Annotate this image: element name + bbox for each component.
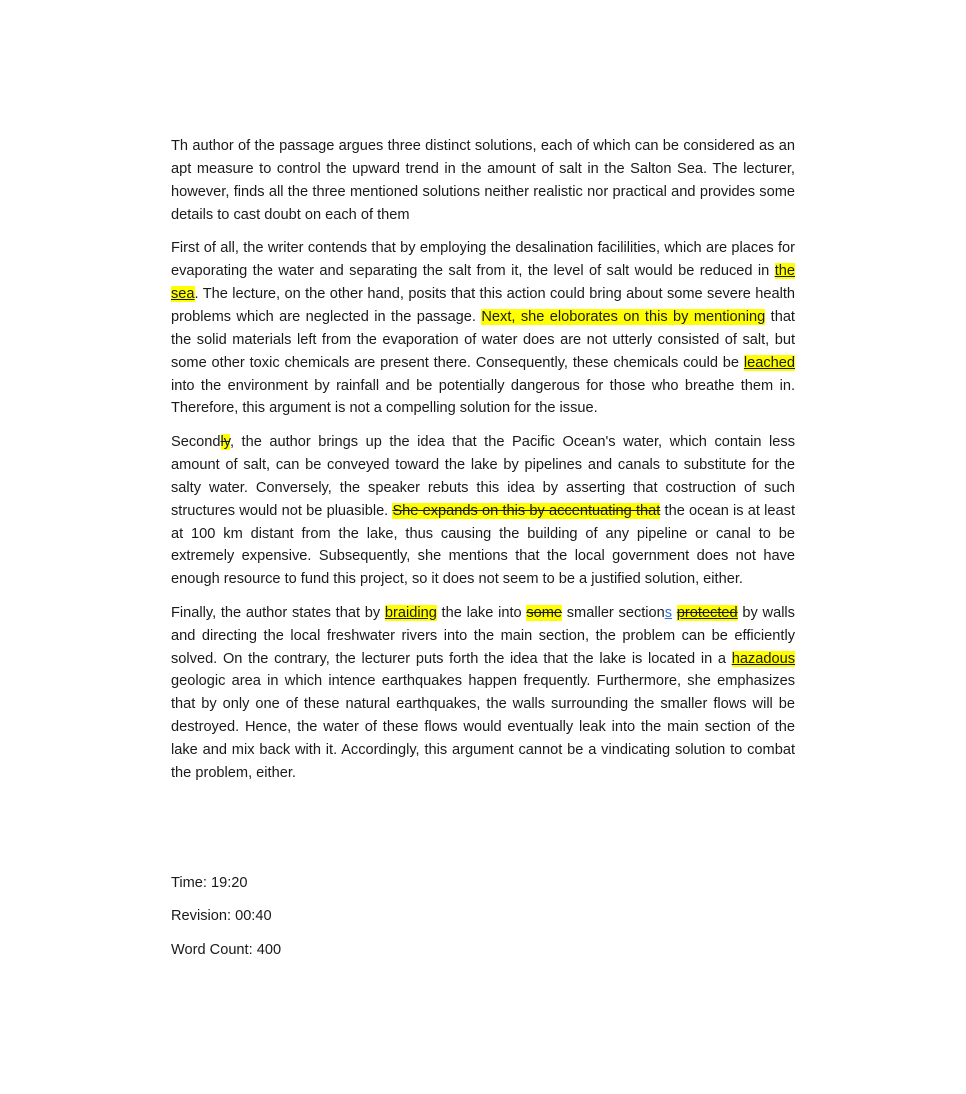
marked-text-run: some <box>526 604 563 621</box>
word-count-stat: Word Count: 400 <box>171 941 282 958</box>
essay-stats <box>171 872 281 972</box>
marked-text-run: ly <box>220 433 230 450</box>
essay-body <box>171 135 795 795</box>
text-run: . The lecture, on the other hand, posits that this action could bring about some severe health problems which are neglected in the passage. <box>171 285 795 325</box>
paragraph-intro <box>171 135 795 227</box>
marked-text-run: s <box>664 604 673 621</box>
marked-text-run: protected <box>676 604 738 621</box>
marked-text-run: leached <box>743 354 795 371</box>
marked-text-run: braiding <box>384 604 437 621</box>
text-run: that the solid materials left from the evaporation of water does are not utterly consisted of salt, but some other toxic chemicals are present there. Consequently, these chemicals could be <box>171 308 795 371</box>
text-run: the lake into <box>436 604 527 621</box>
marked-text-run: hazadous <box>731 650 795 667</box>
marked-text-run: She expands on this by accentuating that <box>392 502 661 519</box>
text-run: Th author of the passage argues three distinct solutions, each of which can be considered as an apt measure to control the upward trend in the amount of salt in the Salton Sea. The lecturer, however, finds all the three mentioned solutions neither realistic nor practical and provides some details to cast doubt on each of them <box>171 138 795 223</box>
text-run: Finally, the author states that by <box>171 604 385 621</box>
marked-text-run: the sea <box>171 263 795 302</box>
text-run: First of all, the writer contends that by employing the desalination facililities, which are places for evaporating the water and separating the salt from it, the level of salt would be reduced in <box>171 240 795 280</box>
revision-stat: Revision: 00:40 <box>171 908 272 925</box>
text-run: Second <box>171 433 221 450</box>
text-run: smaller section <box>562 604 665 621</box>
time-stat: Time: 19:20 <box>171 875 248 891</box>
paragraph-second-point <box>171 431 795 591</box>
text-run: by walls and directing the local freshwater rivers into the main section, the problem can be efficiently solved. On the contrary, the lecturer puts forth the idea that the lake is located in a <box>171 604 795 667</box>
marked-text-run: Next, she eloborates on this by mentioning <box>481 308 766 325</box>
text-run: geologic area in which intence earthquakes happen frequently. Furthermore, she emphasizes that by only one of these natural earthquakes, the walls surrounding the smaller flows will be destroyed. Hence, the water of these flows would eventually leak into the main section of the lake and mix back with it. Accordingly, this argument cannot be a vindicating solution to combat the problem, either. <box>171 673 795 782</box>
paragraph-third-point <box>171 602 795 785</box>
paragraph-first-point <box>171 237 795 420</box>
text-run: , the author brings up the idea that the Pacific Ocean's water, which contain less amount of salt, can be conveyed toward the lake by pipelines and canals to substitute for the salty water. Conversely, the speaker rebuts this idea by asserting that costruction of such structures would not be pluasible. <box>171 433 795 519</box>
text-run: into the environment by rainfall and be potentially dangerous for those who breathe them in. Therefore, this argument is not a compelling solution for the issue. <box>171 377 795 417</box>
text-run: the ocean is at least at 100 km distant from the lake, thus causing the building of any pipeline or canal to be extremely expensive. Subsequently, she mentions that the local government does not have enough resource to fund this project, so it does not seem to be a justified solution, either. <box>171 502 795 588</box>
